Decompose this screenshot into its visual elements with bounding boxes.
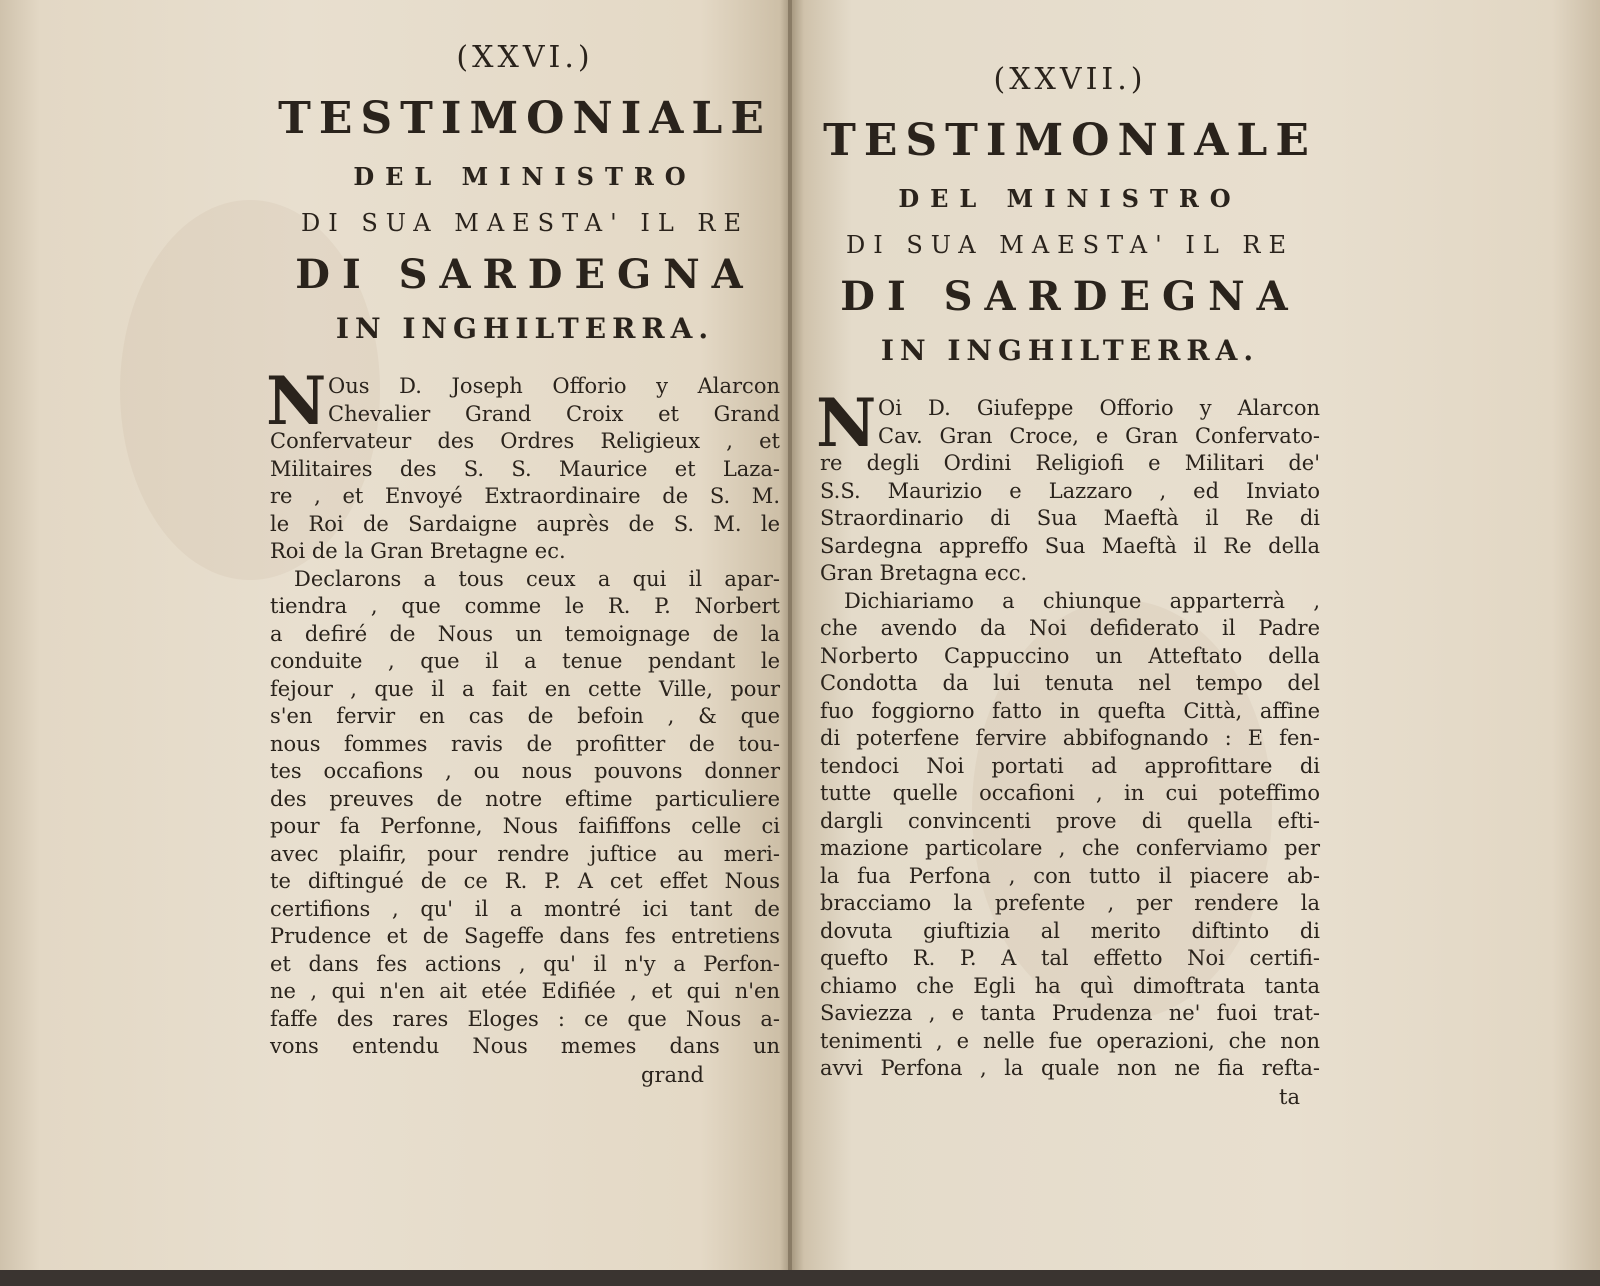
text-line: chiamo che Egli ha quì dimoftrata tanta — [820, 973, 1320, 998]
text-line: Prudence et de Sageffe dans fes entretiens — [270, 924, 780, 948]
text-line: Cav. Gran Croce, e Gran Confervato- — [878, 423, 1320, 448]
text-line: dovuta giuftizia al merito diftinto di — [820, 918, 1320, 943]
text-line: Militaires des S. S. Maurice et Laza- — [270, 456, 780, 481]
text-line: certifions , qu' il a montré ici tant de — [270, 896, 780, 921]
text-line: des preuves de notre eftime particuliere — [270, 786, 780, 811]
text-line: avec plaifir, pour rendre juftice au meri- — [270, 841, 780, 866]
text-line: pour fa Perfonne, Nous faififfons celle ci — [270, 814, 780, 838]
text-line: Straordinario di Sua Maeftà il Re di — [820, 506, 1320, 530]
text-line: mazione particolare , che conferviamo per — [820, 836, 1320, 860]
title-testimoniale: TESTIMONIALE — [823, 115, 1317, 166]
text-line: Chevalier Grand Croix et Grand — [328, 401, 780, 426]
title-del-ministro: DEL MINISTRO — [353, 162, 697, 191]
text-line: conduite , que il a tenue pendant le — [270, 649, 780, 673]
text-line: che avendo da Noi defiderato il Padre — [820, 616, 1320, 640]
text-line: re , et Envoyé Extraordinaire de S. M. — [270, 484, 780, 508]
text-line: quefto R. P. A tal effetto Noi certifi- — [820, 946, 1320, 970]
text-line: nous fommes ravis de profitter de tou- — [270, 731, 780, 756]
left-text-column — [266, 40, 780, 1087]
text-line: faffe des rares Eloges : ce que Nous a- — [270, 1006, 780, 1031]
body-text — [816, 384, 1320, 1083]
text-line: Ous D. Joseph Offorio y Alarcon — [328, 374, 780, 398]
body-text — [266, 362, 780, 1061]
drop-cap: N — [266, 362, 327, 440]
text-line: tendoci Noi portati ad approfittare di — [820, 753, 1320, 778]
drop-cap: N — [816, 384, 877, 462]
text-line: S.S. Maurizio e Lazzaro , ed Inviato — [820, 478, 1320, 503]
text-line: fejour , que il a fait en cette Ville, pour — [270, 676, 780, 701]
text-line: s'en fervir en cas de befoin , & que — [270, 704, 780, 728]
text-line: tenimenti , e nelle fue operazioni, che non — [820, 1028, 1320, 1053]
text-line: Declarons a tous ceux a qui il apar- — [294, 566, 780, 591]
text-line: et dans fes actions , qu' il n'y a Perfon- — [270, 951, 780, 976]
text-line: te diftingué de ce R. P. A cet effet Nous — [270, 869, 780, 893]
title-in-inghilterra: IN INGHILTERRA. — [880, 334, 1260, 367]
title-testimoniale: TESTIMONIALE — [278, 93, 772, 144]
text-line: ne , qui n'en ait etée Edifiée , et qui n'en — [270, 979, 780, 1003]
title-del-ministro: DEL MINISTRO — [898, 184, 1242, 213]
title-di-sua-maesta: DI SUA MAESTA' IL RE — [846, 231, 1294, 259]
text-line: tutte quelle occafioni , in cui poteffimo — [820, 781, 1320, 805]
title-in-inghilterra: IN INGHILTERRA. — [335, 312, 715, 345]
text-line: Norberto Cappuccino un Atteftato della — [820, 643, 1320, 668]
text-line: Confervateur des Ordres Religieux , et — [270, 429, 780, 453]
text-line: di poterfene fervire abbifognando : E fen- — [820, 726, 1320, 750]
text-line: Oi D. Giufeppe Offorio y Alarcon — [878, 396, 1320, 420]
right-text-column — [816, 62, 1320, 1109]
text-line: Roi de la Gran Bretagne ec. — [270, 539, 566, 563]
text-line: Condotta da lui tenuta nel tempo del — [820, 671, 1320, 695]
text-line: avvi Perfona , la quale non ne fia refta- — [820, 1056, 1320, 1080]
text-line: a defiré de Nous un temoignage de la — [270, 621, 780, 646]
title-di-sardegna: DI SARDEGNA — [295, 251, 755, 298]
page-number: (XXVI.) — [456, 40, 594, 75]
page-number: (XXVII.) — [993, 62, 1147, 97]
catchword: ta — [1279, 1084, 1300, 1109]
right-page — [792, 0, 1600, 1270]
text-line: dargli convincenti prove di quella efti- — [820, 808, 1320, 833]
left-page — [0, 0, 790, 1270]
text-line: la fua Perfona , con tutto il piacere ab- — [820, 863, 1320, 888]
title-di-sardegna: DI SARDEGNA — [840, 273, 1300, 320]
text-line: fuo foggiorno fatto in quefta Città, affine — [820, 698, 1320, 723]
text-line: Saviezza , e tanta Prudenza ne' fuoi trat- — [820, 1001, 1320, 1025]
text-line: tiendra , que comme le R. P. Norbert — [270, 594, 780, 618]
text-line: tes occafions , ou nous pouvons donner — [270, 759, 780, 783]
text-line: le Roi de Sardaigne auprès de S. M. le — [270, 511, 780, 536]
text-line: re degli Ordini Religiofi e Militari de' — [820, 451, 1320, 475]
text-line: bracciamo la prefente , per rendere la — [820, 891, 1320, 915]
text-line: vons entendu Nous memes dans un — [270, 1034, 780, 1058]
title-di-sua-maesta: DI SUA MAESTA' IL RE — [301, 209, 749, 237]
text-line: Gran Bretagna ecc. — [820, 561, 1028, 585]
text-line: Dichiariamo a chiunque apparterrà , — [844, 588, 1320, 613]
catchword: grand — [641, 1062, 704, 1087]
text-line: Sardegna appreffo Sua Maeftà il Re della — [820, 533, 1320, 558]
